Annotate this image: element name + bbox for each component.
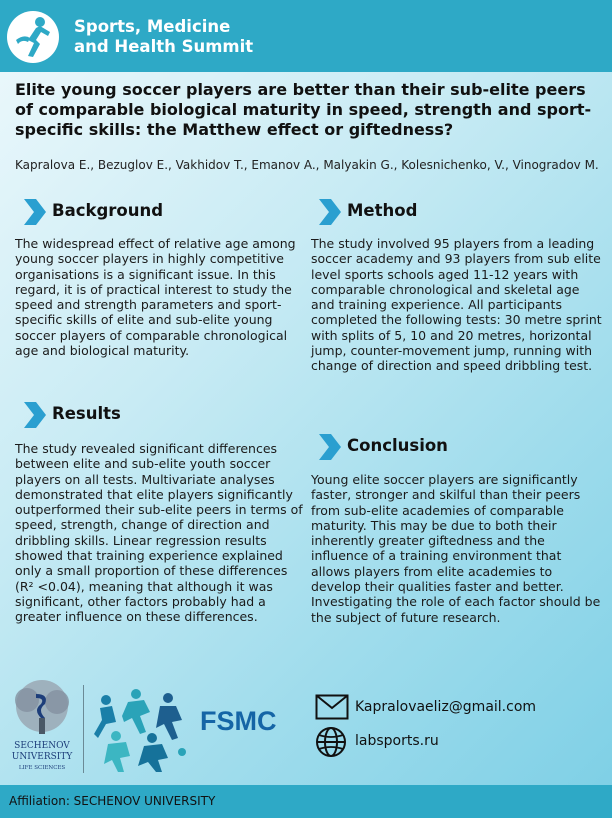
sechenov-line3: LIFE SCIENCES [18,765,66,771]
sechenov-line2: UNIVERSITY [11,752,73,762]
background-heading-label: Background [52,201,164,220]
background-heading [20,197,280,227]
background-text: The widespread effect of relative age among young soccer players in highly competitive organisations is a significant issue. In this regard, it is of practical interest to study the speed and strength parameters and sport-specific skills of elite and sub-elite young soccer players of comparable chronological age and biological maturity. [15,236,296,359]
conclusion-text: Young elite soccer players are significantly faster, stronger and skilful than their peers from sub-elite academies of comparable maturity. This may be due to both their inherently greater giftedness and the influence of a training environment that allows players from elite academies to develop their qualities faster and better. Investigating the role of each factor should be the subject of future research. [311,472,601,625]
website-url[interactable]: labsports.ru [355,733,439,749]
chevron-right-icon [20,197,48,227]
chevron-right-icon [20,400,48,430]
fsmc-logo-text: FSMC [200,706,277,736]
sechenov-line1: SECHENOV [14,741,70,751]
affiliation-footer [0,785,612,818]
email-address[interactable]: Kapralovaeliz@gmail.com [355,699,537,715]
conclusion-heading [315,432,575,462]
logo-divider [83,685,84,773]
poster-authors: Kapralova E., Bezuglov E., Vakhidov T., Emanov A., Malyakin G., Kolesnichenko, V., Vinogradov M. [15,158,599,172]
website-contact[interactable] [315,726,595,758]
athletes-collage-icon [86,682,196,774]
sechenov-university-logo [5,680,80,780]
event-title-line1: Sports, Medicine [74,17,231,36]
summit-header [0,0,612,72]
affiliation-text: Affiliation: SECHENOV UNIVERSITY [9,794,216,808]
method-text: The study involved 95 players from a leading soccer academy and 93 players from sub elite level sports schools aged 11-12 years with comparable chronological and skeletal age and training experience. All participants completed the following tests: 30 metre sprint with splits of 5, 10 and 20 metres, horizontal jump, counter-movement jump, running with change of direction and speed dribbling test. [311,236,602,374]
globe-icon [315,726,347,758]
running-figure-icon [6,10,60,64]
method-heading-label: Method [347,201,418,220]
results-heading-label: Results [52,404,121,423]
results-heading [20,400,280,430]
method-heading [315,197,575,227]
partner-logos [0,680,300,780]
poster-title: Elite young soccer players are better than their sub-elite peers of comparable biological maturity in speed, strength and sport-specific skills: the Matthew effect or giftedness? [15,80,592,139]
results-text: The study revealed significant differences between elite and sub-elite youth soccer players on all tests. Multivariate analyses demonstrated that elite players significantly outperformed their sub-elite peers in terms of speed, strength, change of direction and dribbling skills. Linear regression results showed that training experience explained only a small proportion of these differences (R² <0.04), meaning that although it was significant, other factors probably had a greater influence on these differences. [15,441,303,625]
chevron-right-icon [315,432,343,462]
email-contact[interactable] [315,692,595,724]
chevron-right-icon [315,197,343,227]
envelope-icon [315,694,349,720]
event-title-line2: and Health Summit [74,37,254,56]
conclusion-heading-label: Conclusion [347,436,448,455]
event-title [74,17,253,57]
